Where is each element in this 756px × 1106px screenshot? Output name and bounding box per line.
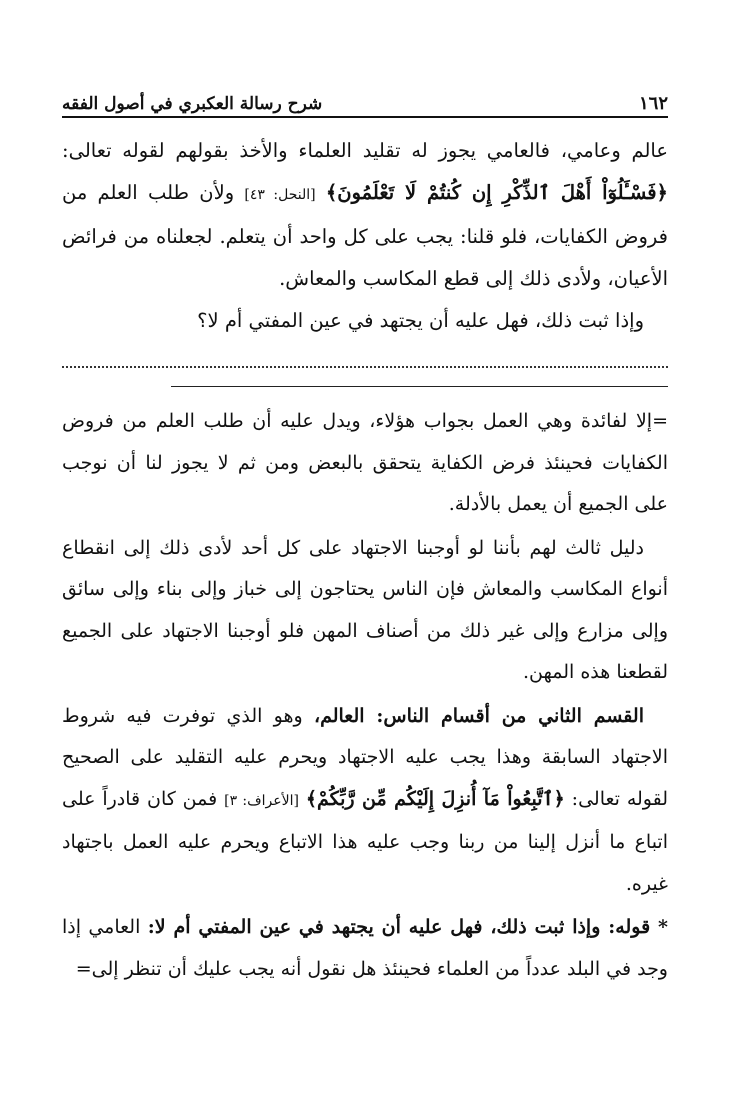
quran-verse-araf: ﴿ٱتَّبِعُواْ مَآ أُنزِلَ إِلَيْكُم مِّن رَّبِّكُمْ﴾ (305, 787, 565, 810)
quran-verse-nahl: ﴿فَسْـَٔلُوٓاْ أَهْلَ ٱلذِّكْرِ إِن كُنتُمْ لَا تَعْلَمُونَ﴾ (325, 181, 668, 204)
main-p1-tail: ولأن طلب العلم من فروض الكفايات، فلو قلنا: يجب على كل واحد أن يتعلم. لجعلناه من فرائض الأعيان، ولأدى ذلك إلى قطع المكاسب والمعاش. (62, 181, 668, 290)
footnote-p3-lead: وهو الذي توفرت فيه شروط الاجتهاد السابقة وهذا يجب عليه الاجتهاد ويحرم عليه التقليد على الصحيح لقوله تعالى: (62, 704, 669, 810)
footnote-separator (171, 386, 668, 387)
footnote-p4-heading: * قوله: وإذا ثبت ذلك، فهل عليه أن يجتهد في عين المفتي أم لا: (147, 916, 668, 938)
footnote-paragraph-3 (62, 696, 668, 906)
verse-reference-araf: [الأعراف: ٣] (224, 792, 299, 809)
footnote-text (62, 401, 668, 990)
main-paragraph-2: وإذا ثبت ذلك، فهل عليه أن يجتهد في عين المفتي أم لا؟ (197, 309, 644, 332)
footnote-p4-tail: العامي إذا وجد في البلد عدداً من العلماء فحينئذ هل نقول أنه يجب عليك أن تنظر إلى= (62, 916, 668, 980)
main-paragraph-1 (62, 130, 668, 300)
page-number: ١٦٢ (638, 93, 668, 114)
running-title: شرح رسالة العكبري في أصول الفقه (62, 94, 323, 114)
verse-reference-nahl: [النحل: ٤٣] (244, 187, 316, 203)
footnote-p3-tail: فمن كان قادراً على اتباع ما أنزل إلينا من ربنا وجب عليه هذا الاتباع ويحرم عليه العمل باجتهاد غيره. (62, 787, 668, 895)
footnote-paragraph-1: =إلا لفائدة وهي العمل بجواب هؤلاء، ويدل عليه أن طلب العلم من فروض الكفايات فحينئذ فرض الكفاية يتحقق بالبعض ومن ثم لا يجوز لنا أن نوجب على الجميع أن يعمل بالأدلة. (62, 410, 668, 515)
main-p1-lead: عالم وعامي، فالعامي يجوز له تقليد العلماء والأخذ بقولهم لقوله تعالى: (62, 139, 668, 162)
footnote-p3-heading: القسم الثاني من أقسام الناس: العالم، (313, 704, 644, 727)
main-text (62, 130, 668, 342)
page-header (62, 80, 668, 118)
dotted-separator (62, 366, 668, 368)
footnote-paragraph-2: دليل ثالث لهم بأننا لو أوجبنا الاجتهاد على كل أحد لأدى ذلك إلى انقطاع أنواع المكاسب والمعاش فإن الناس يحتاجون إلى خباز وإلى بناء وإلى سائق وإلى مزارع وإلى غير ذلك من أصناف المهن فلو أوجبنا الاجتهاد على الجميع لقطعنا هذه المهن. (62, 536, 668, 683)
footnote-paragraph-4 (62, 907, 668, 990)
document-page (62, 80, 668, 992)
